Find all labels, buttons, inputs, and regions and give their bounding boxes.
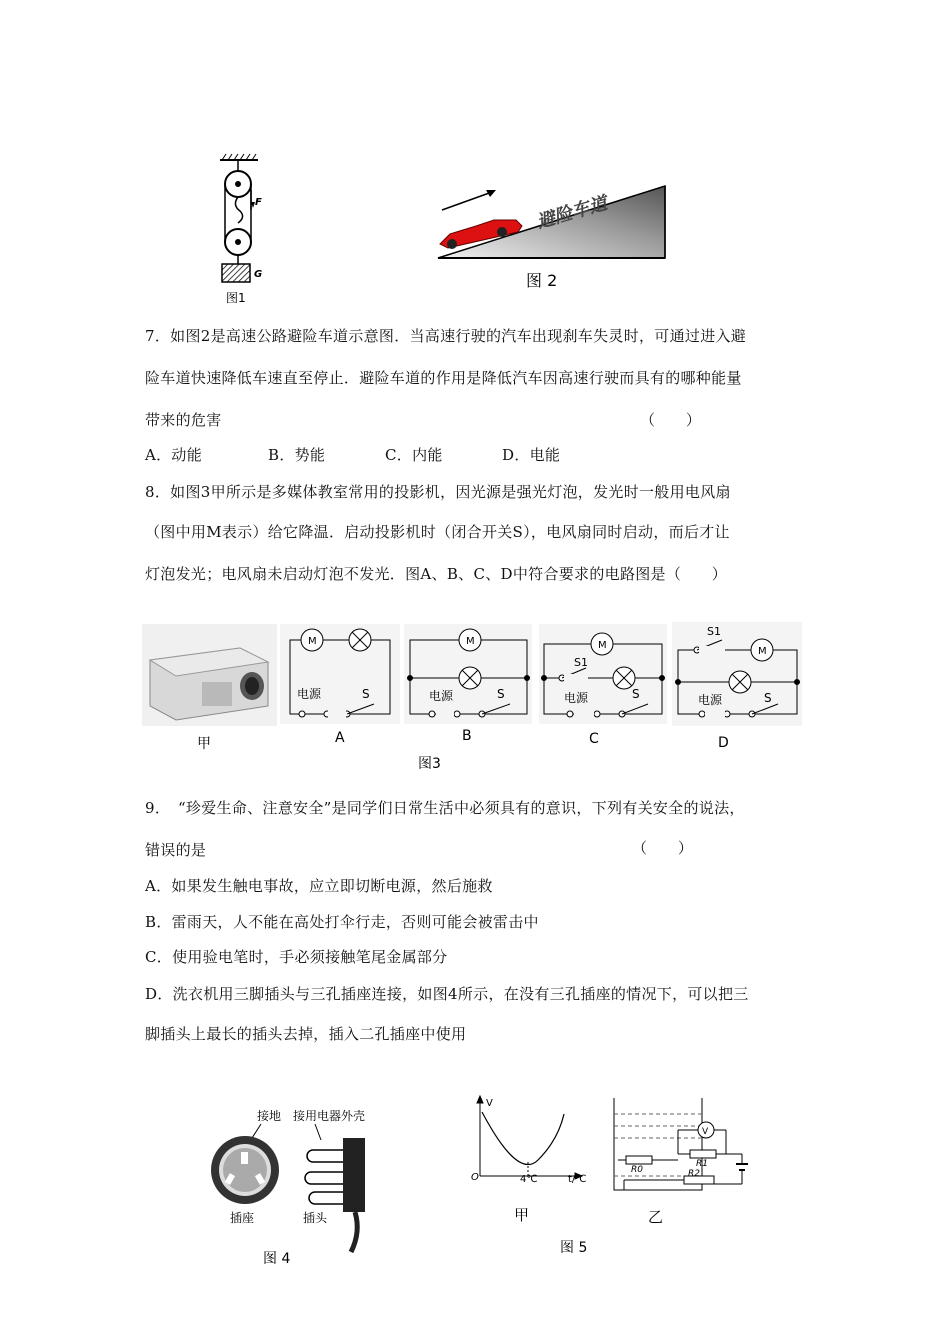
circuit-c-switch-label: S <box>632 687 640 701</box>
circuit-c-switch1-label: S1 <box>574 656 588 669</box>
figure-1-caption: 图1 <box>226 291 246 305</box>
figure-2 <box>430 178 670 293</box>
q8-line-3: 灯泡发光；电风扇未启动灯泡不发光．图A、B、C、D中符合要求的电路图是（ ） <box>145 565 728 583</box>
pulley-diagram <box>200 150 280 310</box>
plug-label: 插头 <box>303 1211 328 1225</box>
r0-label: R0 <box>631 1165 643 1175</box>
q8-line-2: （图中用M表示）给它降温．启动投影机时（闭合开关S），电风扇同时启动，而后才让 <box>145 523 730 541</box>
circuit-d-switch1-label: S1 <box>707 625 721 638</box>
q9-line-1: 9． “珍爱生命、注意安全”是同学们日常生活中必须具有的意识，下列有关安全的说法， <box>145 799 745 817</box>
figure-1 <box>200 150 280 310</box>
q7-line-3: 带来的危害 <box>145 411 222 429</box>
q9-option-d-line-1: D．洗衣机用三脚插头与三孔插座连接，如图4所示，在没有三孔插座的情况下，可以把三 <box>145 985 749 1003</box>
figure-3 <box>142 620 812 775</box>
graph-tick-label: 4℃ <box>520 1174 538 1185</box>
circuit-c <box>539 624 667 724</box>
q7-option-c: C．内能 <box>385 446 443 464</box>
figure-4 <box>205 1100 385 1270</box>
q9-line-2: 错误的是 <box>145 841 207 859</box>
voltmeter-label: V <box>702 1127 709 1137</box>
weight-label: G <box>254 269 263 280</box>
graph-x-label: t/℃ <box>568 1174 587 1185</box>
circuit-a-power-label: 电源 <box>297 687 322 701</box>
circuit-d-power-label: 电源 <box>698 693 723 707</box>
q9-option-c: C．使用验电笔时，手必须接触笔尾金属部分 <box>145 948 448 966</box>
circuit-b-switch-label: S <box>497 687 505 701</box>
circuit-a <box>280 624 400 724</box>
circuit-b-motor-label: M <box>466 636 475 647</box>
circuit-figure <box>142 620 812 775</box>
circuit-d-switch-label: S <box>764 691 772 705</box>
ramp-label: 避险车道 <box>534 192 610 233</box>
q9-option-b: B．雷雨天，人不能在高处打伞行走，否则可能会被雷击中 <box>145 913 539 931</box>
socket-plug-diagram <box>205 1100 385 1270</box>
circuit-c-power-label: 电源 <box>564 691 589 705</box>
fig3-label-c: C <box>589 731 599 747</box>
figure-4-caption: 图 4 <box>263 1251 291 1267</box>
q7-answer-paren: （ ） <box>640 411 702 429</box>
figure-5-diagrams <box>468 1090 768 1260</box>
projector-image <box>142 624 277 726</box>
circuit-d-motor-label: M <box>758 646 767 657</box>
fig3-label-d: D <box>718 735 729 751</box>
q9-answer-paren: （ ） <box>632 839 694 857</box>
fig3-label-b: B <box>462 728 472 744</box>
plug-icon <box>305 1138 365 1252</box>
q7-line-2: 险车道快速降低车速直至停止．避险车道的作用是降低汽车因高速行驶而具有的哪种能量 <box>145 369 742 387</box>
socket-label: 插座 <box>230 1211 255 1225</box>
q7-option-a: A．动能 <box>145 446 203 464</box>
socket-icon <box>211 1136 279 1204</box>
circuit-c-motor-label: M <box>598 640 607 651</box>
circuit-d <box>672 622 802 726</box>
figure-5-caption: 图 5 <box>560 1240 588 1256</box>
figure-2-caption: 图 2 <box>526 271 558 290</box>
q9-option-d-line-2: 脚插头上最长的插头去掉，插入二孔插座中使用 <box>145 1025 467 1043</box>
figure-5 <box>468 1090 768 1260</box>
case-label: 接用电器外壳 <box>293 1109 366 1123</box>
q7-options <box>145 445 560 465</box>
fig5-label-yi: 乙 <box>648 1208 664 1226</box>
q7-option-b: B．势能 <box>268 446 326 464</box>
r2-label: R2 <box>688 1169 700 1179</box>
fig3-label-jia: 甲 <box>197 736 211 752</box>
circuit-a-switch-label: S <box>362 687 370 701</box>
fig3-label-a: A <box>335 730 345 746</box>
fig5-label-jia: 甲 <box>514 1206 530 1224</box>
q9-option-a: A．如果发生触电事故，应立即切断电源，然后施救 <box>145 877 493 895</box>
q8-line-1: 8．如图3甲所示是多媒体教室常用的投影机，因光源是强光灯泡，发光时一般用电风扇 <box>145 483 731 501</box>
graph-origin-label: O <box>471 1172 479 1183</box>
graph-y-label: V <box>486 1098 493 1109</box>
r1-label: R1 <box>696 1159 708 1169</box>
escape-ramp-diagram <box>430 178 670 293</box>
force-label: F <box>255 197 262 208</box>
figure-3-caption: 图3 <box>418 756 441 772</box>
circuit-a-motor-label: M <box>308 636 317 647</box>
q7-option-d: D．电能 <box>502 446 561 464</box>
q7-line-1: 7．如图2是高速公路避险车道示意图．当高速行驶的汽车出现刹车失灵时，可通过进入避 <box>145 327 747 345</box>
ground-label: 接地 <box>257 1109 282 1123</box>
water-tank-circuit <box>614 1098 748 1190</box>
circuit-b-power-label: 电源 <box>429 689 454 703</box>
